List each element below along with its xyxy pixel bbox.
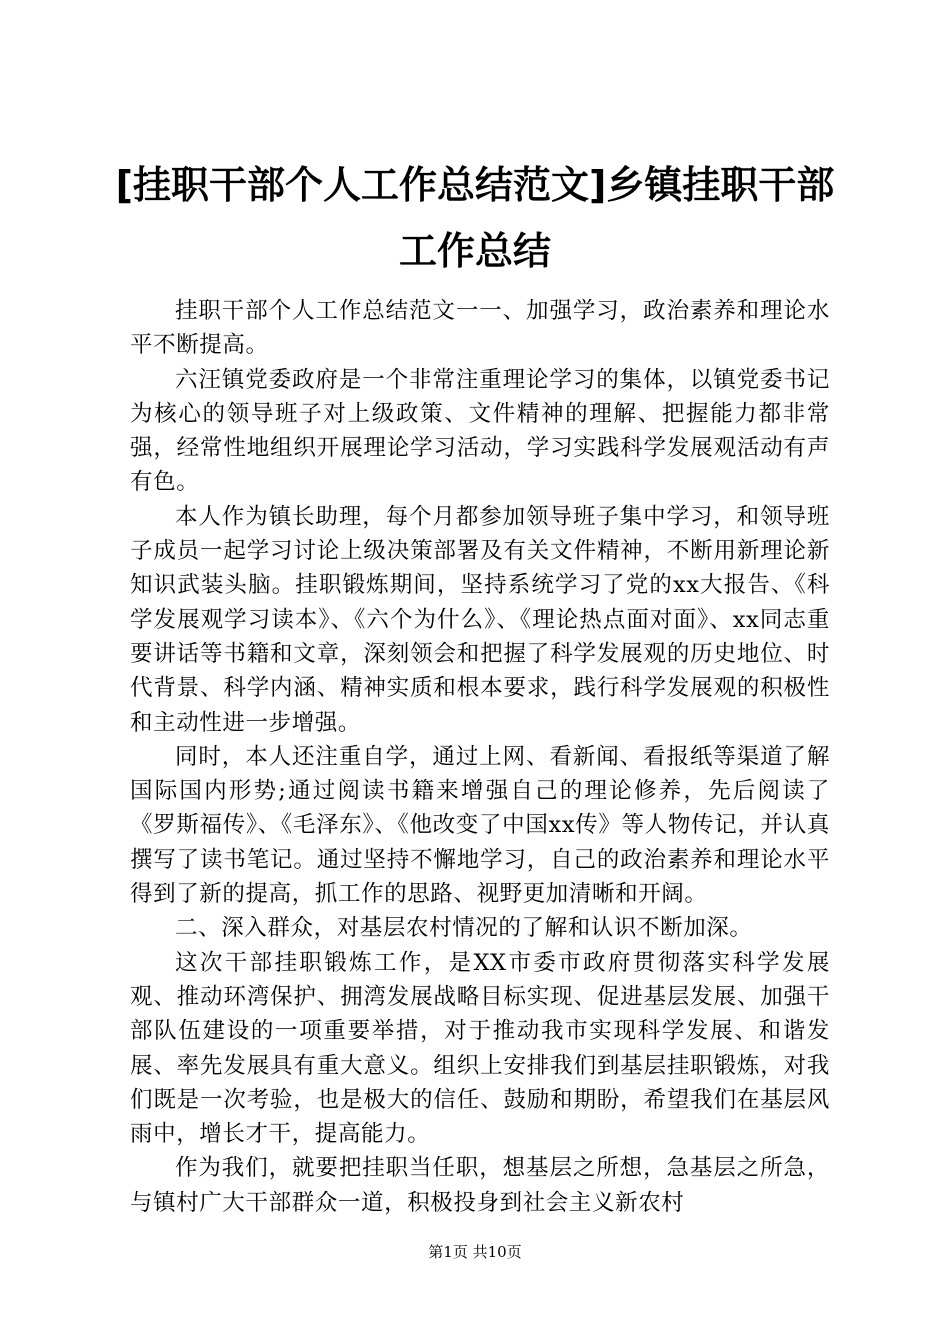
document-body: [130, 294, 830, 1220]
paragraph: 这次干部挂职锻炼工作，是XX市委市政府贯彻落实科学发展观、推动环湾保护、拥湾发展战略目标实现、促进基层发展、加强干部队伍建设的一项重要举措，对于推动我市实现科学发展、和谐发展、率先发展具有重大意义。组织上安排我们到基层挂职锻炼，对我们既是一次考验，也是极大的信任、鼓励和期盼，希望我们在基层风雨中，增长才干，提高能力。: [130, 949, 830, 1148]
paragraph: 同时，本人还注重自学，通过上网、看新闻、看报纸等渠道了解国际国内形势;通过阅读书籍来增强自己的理论修养，先后阅读了《罗斯福传》、《毛泽东》、《他改变了中国xx传》等人物传记，并认真撰写了读书笔记。通过坚持不懈地学习，自己的政治素养和理论水平得到了新的提高，抓工作的思路、视野更加清晰和开阔。: [130, 743, 830, 908]
paragraph: 六汪镇党委政府是一个非常注重理论学习的集体，以镇党委书记为核心的领导班子对上级政策、文件精神的理解、把握能力都非常强，经常性地组织开展理论学习活动，学习实践科学发展观活动有声有色。: [130, 366, 830, 496]
section-heading: 二、深入群众，对基层农村情况的了解和认识不断加深。: [175, 915, 753, 942]
document-title: [挂职干部个人工作总结范文]乡镇挂职干部工作总结: [115, 163, 835, 273]
page-footer: 第1页 共10页: [428, 1243, 522, 1261]
paragraph: 挂职干部个人工作总结范文一一、加强学习，政治素养和理论水平不断提高。: [130, 298, 830, 359]
paragraph: 作为我们，就要把挂职当任职，想基层之所想，急基层之所急，与镇村广大干部群众一道，积极投身到社会主义新农村: [130, 1155, 830, 1216]
paragraph: 本人作为镇长助理，每个月都参加领导班子集中学习，和领导班子成员一起学习讨论上级决策部署及有关文件精神，不断用新理论新知识武装头脑。挂职锻炼期间，坚持系统学习了党的xx大报告、《科学发展观学习读本》、《六个为什么》、《理论热点面对面》、xx同志重要讲话等书籍和文章，深刻领会和把握了科学发展观的历史地位、时代背景、科学内涵、精神实质和根本要求，践行科学发展观的积极性和主动性进一步增强。: [130, 503, 830, 736]
